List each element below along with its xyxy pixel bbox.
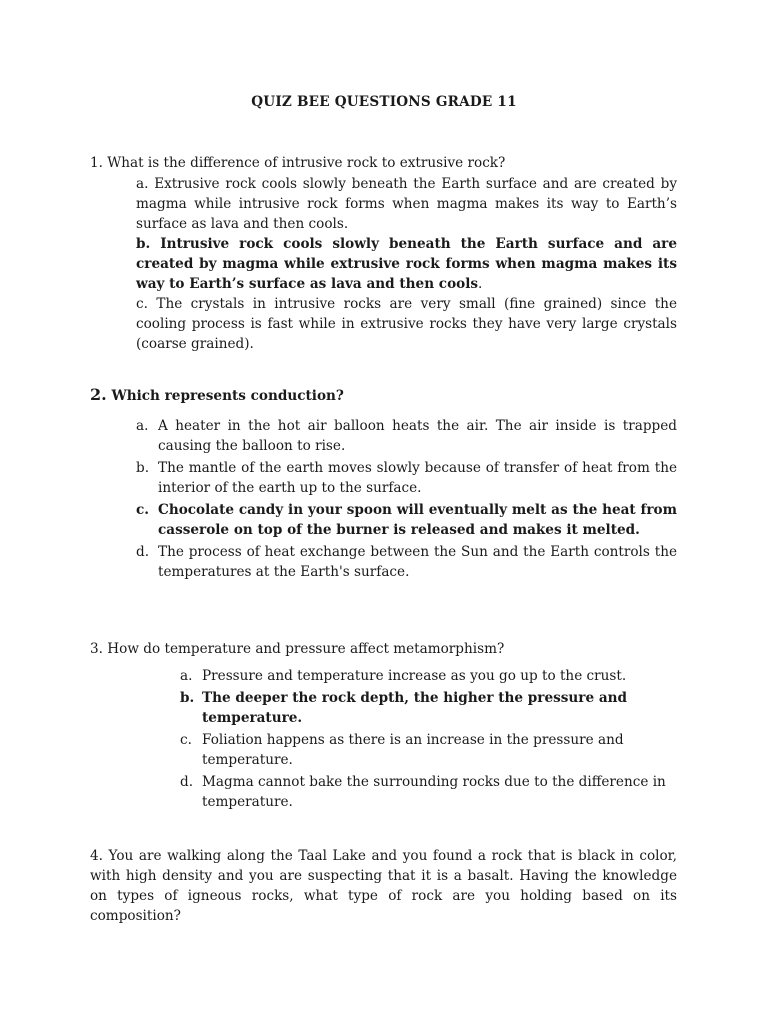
question-1-stem: 1. What is the difference of intrusive rock to extrusive rock? [90,155,506,171]
question-1-options [136,174,677,354]
question-1-option-c: c. The crystals in intrusive rocks are very small (fine grained) since the cooling process is fast while in extrusive rocks they have very large crystals (coarse grained). [136,296,677,352]
question-3-options [180,666,677,812]
question-2-option-a: a. A heater in the hot air balloon heats the air. The air inside is trapped causing the balloon to rise. [136,418,677,454]
question-2-option-c: c. Chocolate candy in your spoon will eventually melt as the heat from casserole on top of the burner is released and makes it melted. [136,502,677,538]
question-1-option-a: a. Extrusive rock cools slowly beneath the Earth surface and are created by magma while intrusive rock forms when magma makes its way to Earth’s surface as lava and then cools. [136,176,677,232]
question-3-option-c: c. Foliation happens as there is an increase in the pressure and temperature. [180,732,624,768]
question-2-option-d: d. The process of heat exchange between the Sun and the Earth controls the temperatures at the Earth's surface. [136,544,677,580]
question-3-option-b: b. The deeper the rock depth, the higher the pressure and temperature. [180,690,628,726]
question-4-stem: 4. You are walking along the Taal Lake and you found a rock that is black in color, with high density and you are suspecting that it is a basalt. Having the knowledge on types of igneous rocks, what type of rock are you holding based on its composition? [90,848,677,924]
question-2-options [136,416,677,582]
question-2 [90,385,677,406]
question-3-option-a: a. Pressure and temperature increase as you go up to the crust. [180,668,627,684]
question-1 [90,153,677,173]
question-4 [90,846,677,926]
question-3-option-d: d. Magma cannot bake the surrounding rocks due to the difference in temperature. [180,774,666,810]
question-2-option-b: b. The mantle of the earth moves slowly because of transfer of heat from the interior of the earth up to the surface. [136,460,677,496]
document-title: QUIZ BEE QUESTIONS GRADE 11 [251,94,517,110]
question-3 [90,639,677,659]
question-3-stem: 3. How do temperature and pressure affect metamorphism? [90,641,505,657]
question-2-stem: 2. Which represents conduction? [90,385,344,404]
question-1-option-b: b. Intrusive rock cools slowly beneath the Earth surface and are created by magma while extrusive rock forms when magma makes its way to Earth’s surface as lava and then cools. [136,236,677,292]
